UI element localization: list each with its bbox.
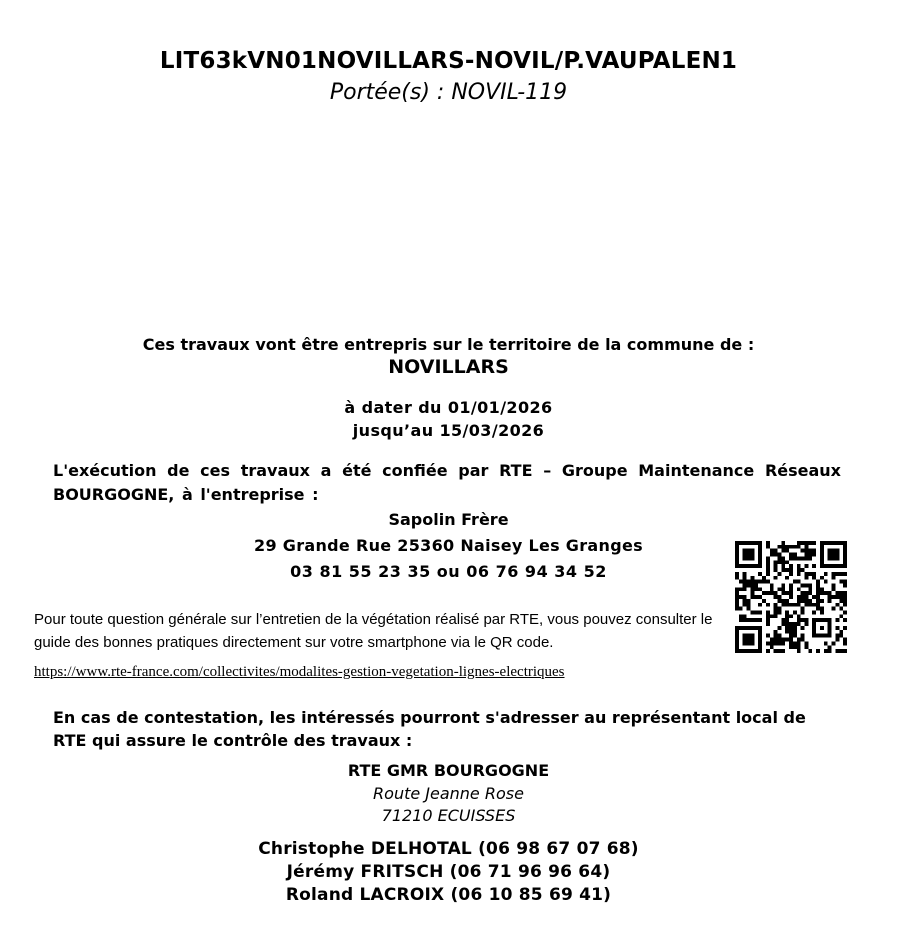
representative-street: Route Jeanne Rose (373, 784, 524, 803)
representative-city: 71210 ECUISSES (381, 806, 516, 825)
contact-line: Roland LACROIX (06 10 85 69 41) (285, 885, 612, 905)
contractor-address: 29 Grande Rue 25360 Naisey Les Granges (254, 536, 643, 555)
contact-line: Christophe DELHOTAL (06 98 67 07 68) (258, 839, 639, 859)
contact-list (0, 838, 897, 907)
commune-name: NOVILLARS (388, 356, 509, 378)
contractor-name: Sapolin Frère (388, 510, 509, 529)
notice-subtitle: Portée(s) : NOVIL-119 (329, 80, 568, 105)
contestation-statement: En cas de contestation, les intéressés pourront s'adresser au représentant local de RTE qui assure le contrôle des travaux : (53, 708, 806, 750)
contractor-phones: 03 81 55 23 35 ou 06 76 94 34 52 (290, 562, 607, 581)
qr-code-icon[interactable] (735, 541, 847, 653)
vegetation-guide-info: Pour toute question générale sur l’entretien de la végétation réalisé par RTE, vous pouvez consulter le guide des bonnes pratiques directement sur votre smartphone via le QR code. (34, 611, 713, 651)
notice-title: LIT63kVN01NOVILLARS-NOVIL/P.VAUPALEN1 (159, 48, 738, 74)
contact-line: Jérémy FRITSCH (06 71 96 96 64) (286, 862, 611, 882)
guide-link[interactable]: https://www.rte-france.com/collectivites/modalites-gestion-vegetation-lignes-electriques (34, 664, 565, 680)
representative-name: RTE GMR BOURGOGNE (347, 761, 550, 780)
start-date: à dater du 01/01/2026 (344, 398, 553, 417)
end-date: jusqu’au 15/03/2026 (352, 421, 545, 440)
execution-statement: L'exécution de ces travaux a été confiée par RTE – Groupe Maintenance Réseaux BOURGOGNE, à l'entreprise : (53, 461, 841, 504)
works-intro: Ces travaux vont être entrepris sur le territoire de la commune de : (142, 335, 755, 354)
